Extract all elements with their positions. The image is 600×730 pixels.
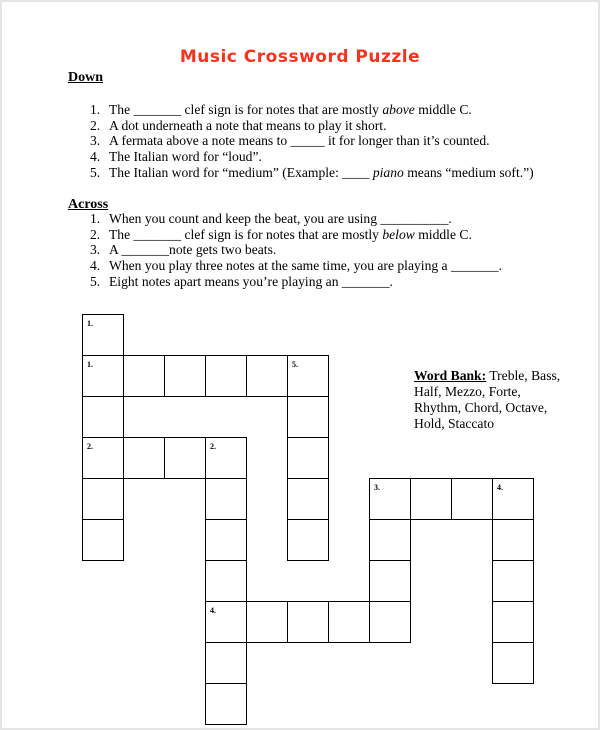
cell-number: 1. bbox=[87, 360, 93, 369]
clue-number: 4. bbox=[90, 149, 101, 165]
crossword-cell[interactable] bbox=[82, 519, 124, 561]
clue-text: piano bbox=[372, 164, 404, 180]
cell-number: 1. bbox=[87, 319, 93, 328]
crossword-cell[interactable] bbox=[82, 355, 124, 397]
clue-text: The _______ clef sign is for notes that are mostly bbox=[109, 226, 383, 242]
crossword-cell[interactable] bbox=[328, 601, 370, 643]
clue-number: 3. bbox=[90, 133, 101, 149]
crossword-cell[interactable] bbox=[492, 642, 534, 684]
cell-number: 5. bbox=[292, 360, 298, 369]
crossword-cell[interactable] bbox=[123, 355, 165, 397]
crossword-cell[interactable] bbox=[287, 396, 329, 438]
crossword-cell[interactable] bbox=[451, 478, 493, 520]
crossword-cell[interactable] bbox=[369, 519, 411, 561]
crossword-cell[interactable] bbox=[410, 478, 452, 520]
across-clue-1 bbox=[90, 211, 452, 227]
crossword-cell[interactable] bbox=[369, 601, 411, 643]
crossword-cell[interactable] bbox=[287, 519, 329, 561]
down-clue-1 bbox=[90, 102, 472, 118]
down-clue-5 bbox=[90, 165, 534, 181]
crossword-cell[interactable] bbox=[492, 560, 534, 602]
crossword-cell[interactable] bbox=[205, 355, 247, 397]
clue-number: 1. bbox=[90, 102, 101, 117]
down-clue-3 bbox=[90, 133, 490, 149]
clue-text: When you count and keep the beat, you are using __________. bbox=[109, 211, 452, 226]
word-bank-label: Word Bank: bbox=[414, 368, 487, 383]
crossword-cell[interactable] bbox=[246, 601, 288, 643]
clue-text: above bbox=[382, 102, 415, 117]
clue-text: Eight notes apart means you’re playing an _______. bbox=[109, 273, 393, 289]
across-clue-4 bbox=[90, 258, 502, 274]
crossword-cell[interactable] bbox=[82, 437, 124, 479]
clue-text: The _______ clef sign is for notes that are mostly bbox=[109, 102, 383, 117]
clue-number: 4. bbox=[90, 258, 101, 274]
crossword-cell[interactable] bbox=[492, 519, 534, 561]
cell-number: 2. bbox=[87, 442, 93, 451]
crossword-cell[interactable] bbox=[287, 355, 329, 397]
clue-number: 2. bbox=[90, 117, 101, 133]
crossword-cell[interactable] bbox=[369, 560, 411, 602]
clue-number: 2. bbox=[90, 226, 101, 242]
clue-text: means “medium soft.”) bbox=[403, 164, 534, 180]
crossword-cell[interactable] bbox=[123, 437, 165, 479]
clue-text: When you play three notes at the same time, you are playing a _______. bbox=[109, 258, 502, 274]
clue-text: middle C. bbox=[414, 102, 472, 117]
crossword-cell[interactable] bbox=[82, 396, 124, 438]
cell-number: 4. bbox=[210, 606, 216, 615]
crossword-cell[interactable] bbox=[205, 478, 247, 520]
across-clue-3 bbox=[90, 242, 276, 258]
crossword-cell[interactable] bbox=[164, 437, 206, 479]
clue-number: 1. bbox=[90, 211, 101, 226]
clue-text: middle C. bbox=[414, 226, 472, 242]
crossword-cell[interactable] bbox=[82, 314, 124, 356]
down-clue-2 bbox=[90, 118, 386, 134]
cell-number: 4. bbox=[497, 483, 503, 492]
clue-number: 5. bbox=[90, 273, 101, 289]
down-clue-4 bbox=[90, 149, 262, 165]
crossword-cell[interactable] bbox=[205, 601, 247, 643]
clue-text: The Italian word for “loud”. bbox=[109, 149, 262, 165]
clue-number: 5. bbox=[90, 164, 101, 180]
crossword-cell[interactable] bbox=[287, 478, 329, 520]
crossword-cell[interactable] bbox=[492, 478, 534, 520]
crossword-cell[interactable] bbox=[287, 601, 329, 643]
crossword-cell[interactable] bbox=[82, 478, 124, 520]
down-heading: Down bbox=[68, 70, 104, 85]
clue-text: The Italian word for “medium” (Example: ____ bbox=[109, 164, 373, 180]
crossword-cell[interactable] bbox=[287, 437, 329, 479]
clue-text: A dot underneath a note that means to play it short. bbox=[109, 117, 387, 133]
crossword-cell[interactable] bbox=[369, 478, 411, 520]
crossword-cell[interactable] bbox=[246, 355, 288, 397]
crossword-cell[interactable] bbox=[205, 642, 247, 684]
across-heading: Across bbox=[68, 197, 109, 212]
across-clue-5 bbox=[90, 274, 393, 290]
clue-text: below bbox=[382, 226, 415, 242]
clue-text: A _______note gets two beats. bbox=[109, 242, 277, 258]
crossword-cell[interactable] bbox=[492, 601, 534, 643]
crossword-cell[interactable] bbox=[205, 437, 247, 479]
crossword-cell[interactable] bbox=[205, 683, 247, 725]
across-clue-2 bbox=[90, 227, 472, 243]
cell-number: 2. bbox=[210, 442, 216, 451]
page-title: Music Crossword Puzzle bbox=[179, 47, 421, 67]
clue-text: A fermata above a note means to _____ it for longer than it’s counted. bbox=[109, 133, 490, 149]
crossword-cell[interactable] bbox=[205, 519, 247, 561]
crossword-cell[interactable] bbox=[205, 560, 247, 602]
word-bank bbox=[414, 368, 564, 432]
cell-number: 3. bbox=[374, 483, 380, 492]
clue-number: 3. bbox=[90, 242, 101, 258]
word-bank-words: Treble, Bass, Half, Mezzo, Forte, Rhythm, Chord, Octave, Hold, Staccato bbox=[414, 368, 561, 431]
crossword-cell[interactable] bbox=[164, 355, 206, 397]
